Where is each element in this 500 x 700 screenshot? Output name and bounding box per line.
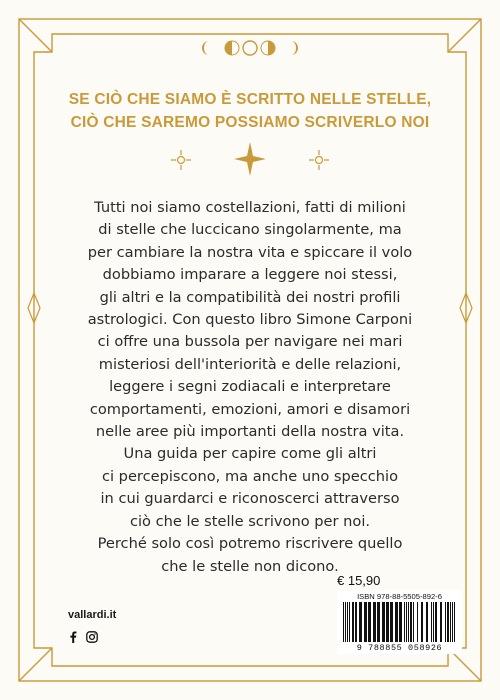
barcode-bar bbox=[373, 602, 376, 642]
barcode-bar bbox=[343, 602, 344, 642]
barcode-bar bbox=[390, 602, 393, 642]
social-links bbox=[68, 630, 98, 648]
barcode-bar bbox=[386, 602, 389, 642]
synopsis-line: nelle aree più importanti della nostra vita. bbox=[95, 423, 405, 441]
barcode-bar bbox=[450, 602, 451, 642]
barcode-bar bbox=[421, 602, 423, 642]
barcode-bar bbox=[359, 602, 362, 642]
synopsis-line: che le stelle non dicono. bbox=[161, 557, 339, 575]
instagram-icon[interactable] bbox=[86, 630, 98, 648]
barcode-bar bbox=[364, 602, 367, 642]
headline-line-1: SE CIÒ CHE SIAMO È SCRITTO NELLE STELLE, bbox=[68, 91, 432, 108]
barcode-bar bbox=[404, 602, 405, 642]
synopsis-line: Tutti noi siamo costellazioni, fatti di milioni bbox=[94, 199, 406, 216]
barcode-bar bbox=[347, 602, 348, 642]
barcode-bar bbox=[445, 602, 446, 642]
headline bbox=[40, 88, 460, 134]
synopsis-line: gli altri e la compatibilità dei nostri profili bbox=[99, 288, 401, 306]
isbn-label: ISBN 978-88-5505-892-6 bbox=[357, 592, 442, 601]
synopsis-line: comportamenti, emozioni, amori e disamori bbox=[89, 400, 411, 418]
synopsis-line: dobbiamo imparare a leggere noi stessi, bbox=[102, 266, 398, 284]
barcode-bar bbox=[410, 602, 412, 642]
synopsis bbox=[40, 197, 460, 578]
synopsis-line: in cui guardarci e riconoscerci attraverso bbox=[100, 490, 400, 508]
facebook-icon[interactable] bbox=[68, 630, 78, 648]
synopsis-line: di stelle che luccicano singolarmente, ma bbox=[98, 221, 402, 239]
barcode-bar bbox=[406, 602, 407, 642]
barcode-bar bbox=[454, 602, 455, 642]
synopsis-line: Una guida per capire come gli altri bbox=[123, 445, 377, 463]
barcode-bar bbox=[349, 602, 350, 642]
synopsis-line: Perché solo così potremo riscrivere quello bbox=[97, 535, 403, 553]
barcode-bar bbox=[447, 602, 449, 642]
barcode-icon bbox=[341, 602, 458, 642]
barcode-bar bbox=[435, 602, 437, 642]
barcode-bar bbox=[355, 602, 357, 642]
barcode-bar bbox=[413, 602, 414, 642]
barcode-bar bbox=[431, 602, 432, 642]
barcode-bar bbox=[395, 602, 398, 642]
ean-number: 9 788855 058926 bbox=[356, 643, 443, 653]
synopsis-line: ci percepiscono, ma anche uno specchio bbox=[101, 467, 399, 485]
barcode-bar bbox=[345, 602, 346, 642]
barcode-bar bbox=[417, 602, 418, 642]
barcode-bar bbox=[433, 602, 434, 642]
headline-line-2: CIÒ CHE SAREMO POSSIAMO SCRIVERLO NOI bbox=[70, 114, 430, 131]
barcode-bar bbox=[377, 602, 380, 642]
barcode-bar bbox=[382, 602, 385, 642]
synopsis-line: ciò che le stelle scrivono per noi. bbox=[129, 512, 371, 530]
sparkle-star-icon bbox=[309, 150, 329, 170]
barcode-bar bbox=[408, 602, 409, 642]
barcode-bar bbox=[352, 602, 354, 642]
price-label: € 15,90 bbox=[337, 573, 381, 588]
publisher-website[interactable]: vallardi.it bbox=[68, 609, 117, 621]
barcode-bar bbox=[399, 602, 402, 642]
synopsis-line: astrologici. Con questo libro Simone Carponi bbox=[87, 311, 413, 329]
barcode-bar bbox=[452, 602, 453, 642]
synopsis-line: ci offre una bussola per navigare nei mari bbox=[97, 333, 403, 351]
barcode-bar bbox=[426, 602, 428, 642]
sparkle-star-icon bbox=[171, 150, 191, 170]
moon-phases-icon bbox=[202, 41, 298, 55]
sparkle-star-icon bbox=[234, 142, 266, 176]
barcode-panel bbox=[337, 590, 462, 654]
barcode-bar bbox=[440, 602, 442, 642]
synopsis-line: misteriosi dell'interiorità e delle relazioni, bbox=[98, 355, 402, 373]
synopsis-line: leggere i segni zodiacali e interpretare bbox=[109, 378, 391, 396]
synopsis-line: per cambiare la nostra vita e spiccare il volo bbox=[87, 243, 413, 261]
barcode-bar bbox=[368, 602, 371, 642]
